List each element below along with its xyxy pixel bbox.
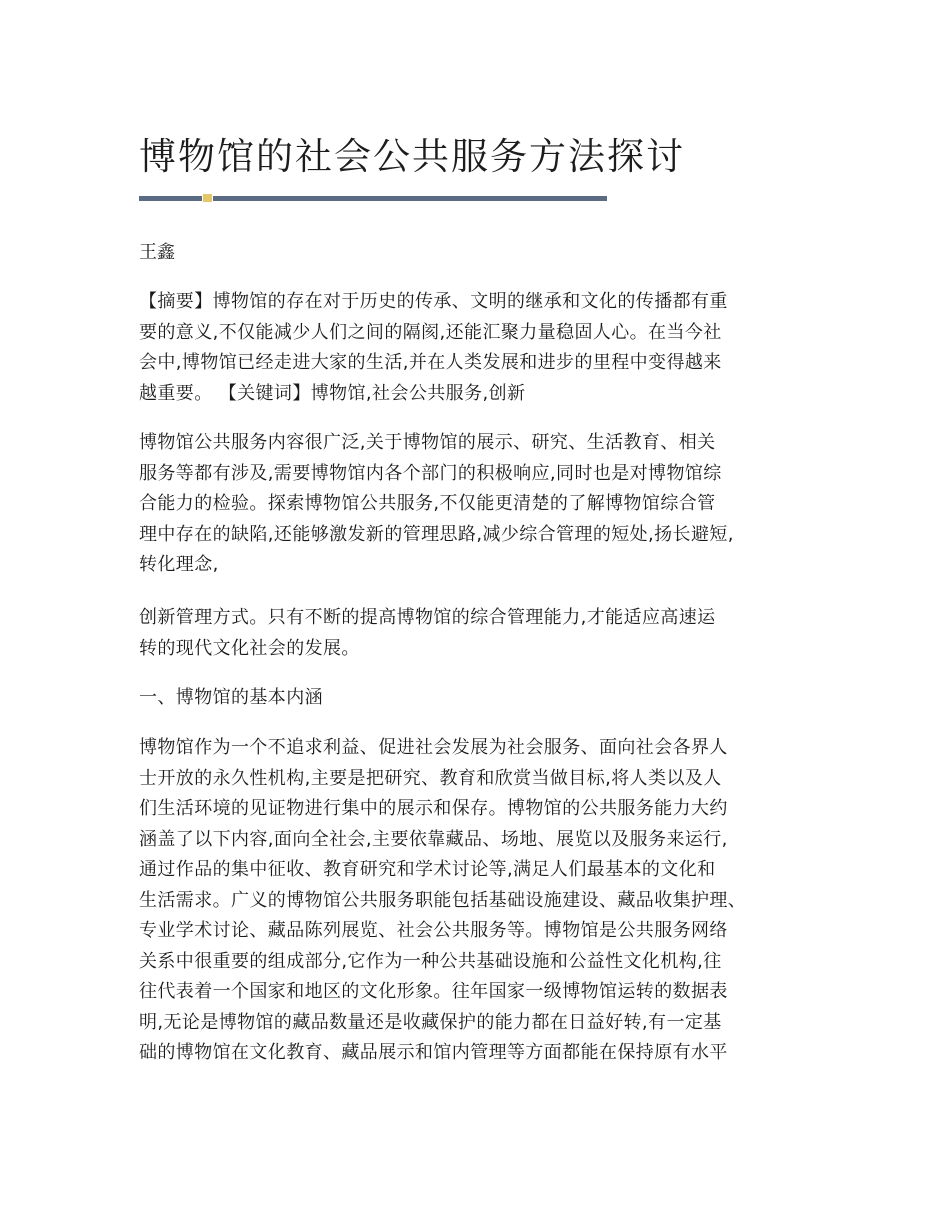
- title-divider: [139, 194, 607, 202]
- intro-line: 理中存在的缺陷,还能够激发新的管理思路,减少综合管理的短处,扬长避短,: [139, 523, 734, 545]
- section1-line: 明,无论是博物馆的藏品数量还是收藏保护的能力都在日益好转,有一定基: [139, 1011, 722, 1033]
- section1-line: 涵盖了以下内容,面向全社会,主要依靠藏品、场地、展览以及服务来运行,: [139, 828, 728, 850]
- page-title: 博物馆的社会公共服务方法探讨: [139, 135, 685, 178]
- intro-paragraph: [139, 428, 829, 581]
- divider-bar-left: [139, 196, 202, 201]
- innovation-line: 转的现代文化社会的发展。: [139, 637, 360, 659]
- section1-line: 们生活环境的见证物进行集中的展示和保存。博物馆的公共服务能力大约: [139, 798, 728, 819]
- innovation-line: 创新管理方式。只有不断的提高博物馆的综合管理能力,才能适应高速运: [139, 607, 716, 628]
- abstract-line: 会中,博物馆已经走进大家的生活,并在人类发展和进步的里程中变得越来: [139, 352, 722, 373]
- abstract-line: 要的意义,不仅能减少人们之间的隔阂,还能汇聚力量稳固人心。在当今社: [139, 321, 722, 343]
- section1-line: 生活需求。广义的博物馆公共服务职能包括基础设施建设、藏品收集护理、: [139, 889, 747, 911]
- intro-line: 转化理念,: [139, 554, 219, 575]
- abstract-paragraph: [139, 287, 829, 409]
- intro-line: 服务等都有涉及,需要博物馆内各个部门的积极响应,同时也是对博物馆综: [139, 462, 722, 484]
- intro-line: 博物馆公共服务内容很广泛,关于博物馆的展示、研究、生活教育、相关: [139, 432, 716, 453]
- divider-bar-right: [213, 196, 607, 201]
- innovation-paragraph: [139, 603, 829, 664]
- abstract-line: 越重要。 【关键词】博物馆,社会公共服务,创新: [139, 382, 526, 404]
- section1-line: 往代表着一个国家和地区的文化形象。往年国家一级博物馆运转的数据表: [139, 981, 728, 1002]
- section1-line: 础的博物馆在文化教育、藏品展示和馆内管理等方面都能在保持原有水平: [139, 1042, 728, 1063]
- intro-line: 合能力的检验。探索博物馆公共服务,不仅能更清楚的了解博物馆综合管: [139, 493, 716, 514]
- author-name: 王鑫: [139, 242, 175, 263]
- section1-line: 士开放的永久性机构,主要是把研究、教育和欣赏当做目标,将人类以及人: [139, 767, 722, 789]
- section1-paragraph: [139, 733, 829, 1069]
- section1-line: 通过作品的集中征收、教育研究和学术讨论等,满足人们最基本的文化和: [139, 859, 716, 880]
- abstract-line: 【摘要】博物馆的存在对于历史的传承、文明的继承和文化的传播都有重: [139, 291, 728, 312]
- section1-line: 博物馆作为一个不追求利益、促进社会发展为社会服务、面向社会各界人: [139, 737, 728, 758]
- divider-accent: [203, 194, 212, 202]
- section1-line: 关系中很重要的组成部分,它作为一种公共基础设施和公益性文化机构,往: [139, 950, 722, 972]
- section1-line: 专业学术讨论、藏品陈列展览、社会公共服务等。博物馆是公共服务网络: [139, 920, 728, 941]
- section-heading: 一、博物馆的基本内涵: [139, 687, 323, 708]
